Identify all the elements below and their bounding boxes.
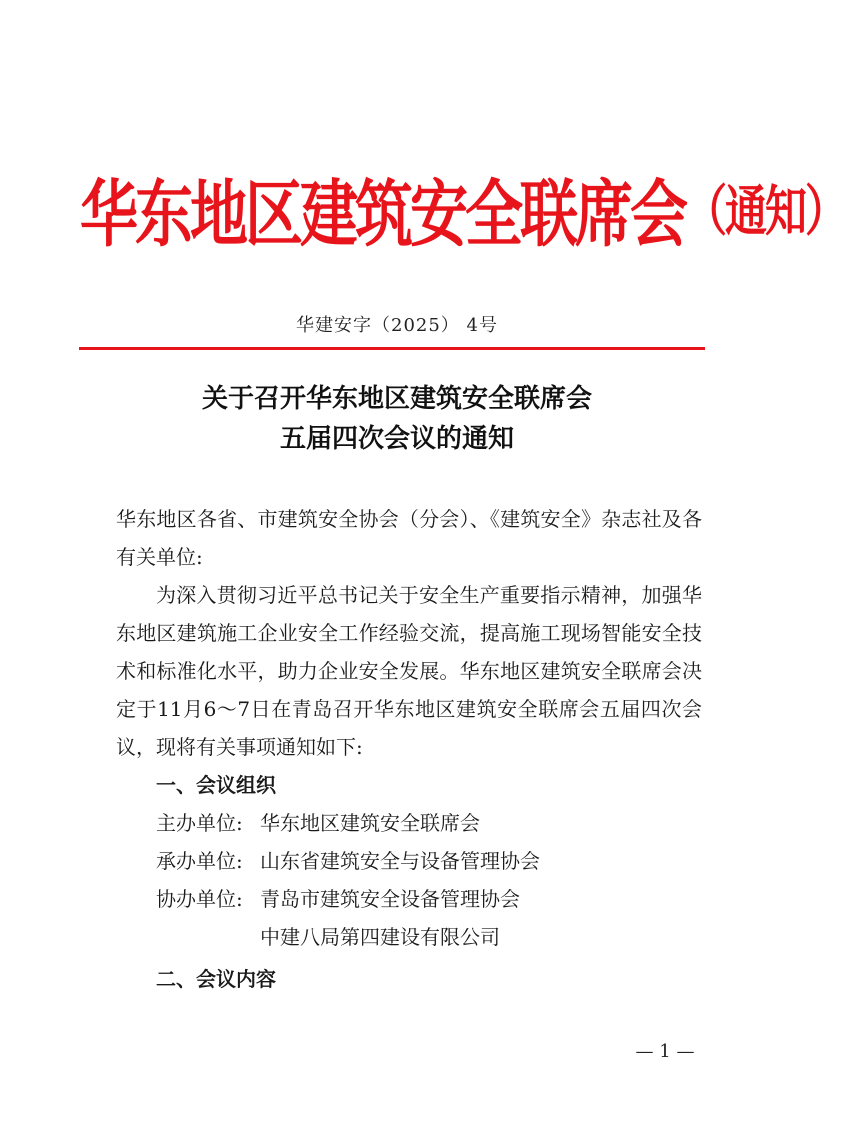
salutation: 华东地区各省、市建筑安全协会（分会）、《建筑安全》杂志社及各有关单位: xyxy=(116,507,702,569)
organizer-label: 承办单位: xyxy=(156,849,243,873)
document-body xyxy=(116,500,702,998)
masthead xyxy=(80,158,845,258)
co-organizer-extra: 中建八局第四建设有限公司 xyxy=(260,925,500,949)
organizer-label: 协办单位: xyxy=(156,887,243,911)
organizer-row xyxy=(116,880,702,918)
red-divider xyxy=(79,347,705,350)
section-1-heading: 一、会议组织 xyxy=(156,773,276,797)
organizer-value: 山东省建筑安全与设备管理协会 xyxy=(260,849,540,873)
section-2-heading: 二、会议内容 xyxy=(156,967,276,991)
organizer-row xyxy=(116,804,702,842)
document-number: 华建安字（2025） 4号 xyxy=(296,315,498,336)
title-line-2: 五届四次会议的通知 xyxy=(279,424,514,454)
organizer-label: 主办单位: xyxy=(156,811,243,835)
masthead-doc-type: （通知） xyxy=(685,179,845,244)
intro-paragraph: 为深入贯彻习近平总书记关于安全生产重要指示精神，加强华东地区建筑施工企业安全工作经验交流，提高施工现场智能安全技术和标准化水平，助力企业安全发展。华东地区建筑安全联席会决定于11月6～7日在青岛召开华东地区建筑安全联席会五届四次会议，现将有关事项通知如下: xyxy=(116,583,702,759)
organizer-value: 华东地区建筑安全联席会 xyxy=(260,811,480,835)
organizer-value: 青岛市建筑安全设备管理协会 xyxy=(260,887,520,911)
page-number: — 1 — xyxy=(635,1041,695,1062)
title-line-1: 关于召开华东地区建筑安全联席会 xyxy=(201,384,592,414)
organizer-row xyxy=(116,842,702,880)
masthead-name: 华东地区建筑安全联席会 xyxy=(80,171,686,257)
